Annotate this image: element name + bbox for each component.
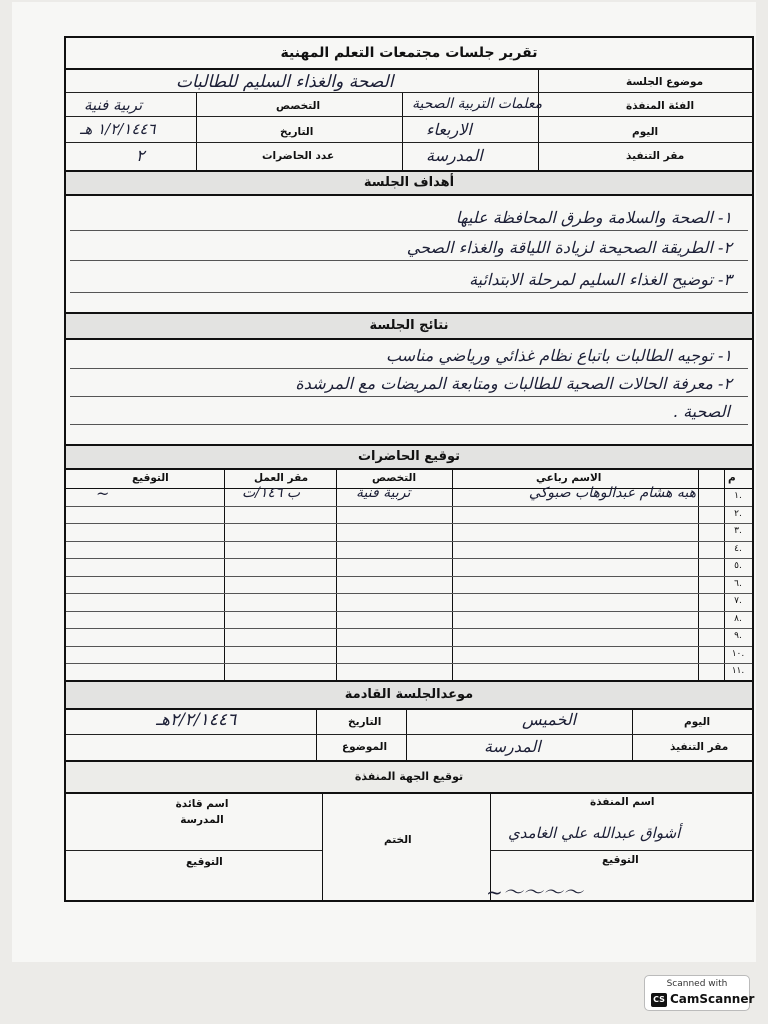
row-number: ٦. bbox=[734, 578, 742, 589]
next-date-label: التاريخ bbox=[348, 716, 382, 728]
attendance-heading: توقيع الحاضرات bbox=[66, 446, 752, 468]
day-value: الاربعاء bbox=[426, 120, 472, 139]
row-signature: ~ bbox=[96, 484, 110, 503]
next-day-label: اليوم bbox=[684, 716, 711, 728]
principal-name-label: اسم قائدة المدرسة bbox=[175, 798, 229, 826]
goals-heading: أهداف الجلسة bbox=[66, 172, 752, 194]
table-row bbox=[66, 506, 752, 525]
table-row bbox=[66, 576, 752, 595]
next-venue-value: المدرسة bbox=[484, 737, 541, 756]
col-name: الاسم رباعي bbox=[536, 472, 602, 484]
executor-signature: ~〜〜〜〜 bbox=[486, 880, 583, 904]
venue-label: مقر التنفيذ bbox=[626, 150, 685, 162]
target-label: الفئة المنفذة bbox=[626, 100, 695, 112]
specialty-value: تربية فنية bbox=[84, 96, 143, 114]
attendance-table bbox=[66, 468, 752, 680]
principal-signature-label: التوقيع bbox=[186, 856, 223, 868]
table-row bbox=[66, 593, 752, 612]
row-number: ٤. bbox=[734, 543, 742, 554]
specialty-label: التخصص bbox=[276, 100, 321, 112]
goal-item: ١- الصحة والسلامة وطرق المحافظة عليها bbox=[455, 208, 732, 227]
result-line: ١- توجيه الطالبات باتباع نظام غذائي ورياضي مناسب bbox=[385, 346, 732, 365]
topic-label: موضوع الجلسة bbox=[626, 76, 704, 88]
table-row bbox=[66, 611, 752, 630]
row-number: ١١. bbox=[731, 666, 745, 676]
scanned-page bbox=[12, 2, 756, 962]
result-line: ٢- معرفة الحالات الصحية للطالبات ومتابعة المريضات مع المرشدة bbox=[295, 374, 732, 393]
table-row bbox=[66, 628, 752, 647]
target-value: معلمات التربية الصحية bbox=[412, 96, 543, 112]
camscanner-logo-icon: CS bbox=[651, 993, 667, 1007]
row-workplace: ب ١٤٦/ت bbox=[242, 485, 301, 501]
row-name: هبه هشام عبدالوهاب صبوكي bbox=[528, 485, 696, 501]
day-label: اليوم bbox=[632, 126, 659, 138]
col-workplace: مقر العمل bbox=[254, 472, 309, 484]
executor-name-label: اسم المنفذة bbox=[590, 796, 655, 808]
scanner-brand: CamScanner bbox=[670, 992, 755, 1006]
scanner-caption: Scanned with bbox=[666, 979, 728, 989]
table-row bbox=[66, 646, 752, 665]
executor-signature-label: التوقيع bbox=[602, 854, 639, 866]
row-number: ٨. bbox=[734, 613, 742, 624]
goal-item: ٢- الطريقة الصحيحة لزيادة اللياقة والغذاء الصحي bbox=[406, 238, 732, 257]
stamp-label: الختم bbox=[384, 834, 412, 846]
row-specialty: تربية فنية bbox=[356, 485, 411, 501]
row-number: ٩. bbox=[734, 631, 742, 641]
attendees-label: عدد الحاضرات bbox=[262, 150, 335, 162]
next-date-value: ٢/٢/١٤٤٦هـ bbox=[156, 710, 237, 730]
col-signature: التوقيع bbox=[132, 472, 169, 484]
row-number: ١٠. bbox=[731, 648, 745, 659]
next-day-value: الخميس bbox=[522, 710, 577, 729]
next-session-heading: موعدالجلسة القادمة bbox=[66, 682, 752, 708]
table-row bbox=[66, 484, 752, 507]
next-topic-label: الموضوع bbox=[342, 741, 388, 753]
row-number: ٥. bbox=[734, 561, 742, 571]
topic-value: الصحة والغذاء السليم للطالبات bbox=[176, 72, 394, 92]
camscanner-badge bbox=[644, 975, 755, 1011]
executing-party-heading: توقيع الجهة المنفذة bbox=[66, 762, 752, 792]
attendees-value: ٢ bbox=[136, 146, 145, 165]
row-number: ٣. bbox=[734, 526, 742, 536]
col-specialty: التخصص bbox=[372, 472, 417, 484]
table-row bbox=[66, 523, 752, 542]
page-title: تقرير جلسات مجتمعات التعلم المهنية bbox=[66, 38, 752, 68]
date-label: التاريخ bbox=[280, 126, 314, 138]
table-row bbox=[66, 663, 752, 681]
goal-item: ٣- توضيح الغذاء السليم لمرحلة الابتدائية bbox=[469, 270, 732, 289]
venue-value: المدرسة bbox=[426, 146, 483, 165]
row-number: ٢. bbox=[734, 508, 742, 519]
row-number: ٧. bbox=[734, 596, 742, 606]
result-line: الصحية . bbox=[672, 402, 730, 421]
results-heading: نتائج الجلسة bbox=[66, 314, 752, 338]
col-num: م bbox=[728, 472, 736, 484]
executor-name-value: أشواق عبدالله علي الغامدي bbox=[508, 824, 681, 842]
report-form bbox=[64, 36, 754, 902]
table-row bbox=[66, 558, 752, 577]
row-number: ١. bbox=[734, 491, 742, 501]
date-value: ١/٢/١٤٤٦ هـ bbox=[80, 120, 156, 138]
table-row bbox=[66, 541, 752, 560]
next-venue-label: مقر التنفيذ bbox=[670, 741, 729, 753]
